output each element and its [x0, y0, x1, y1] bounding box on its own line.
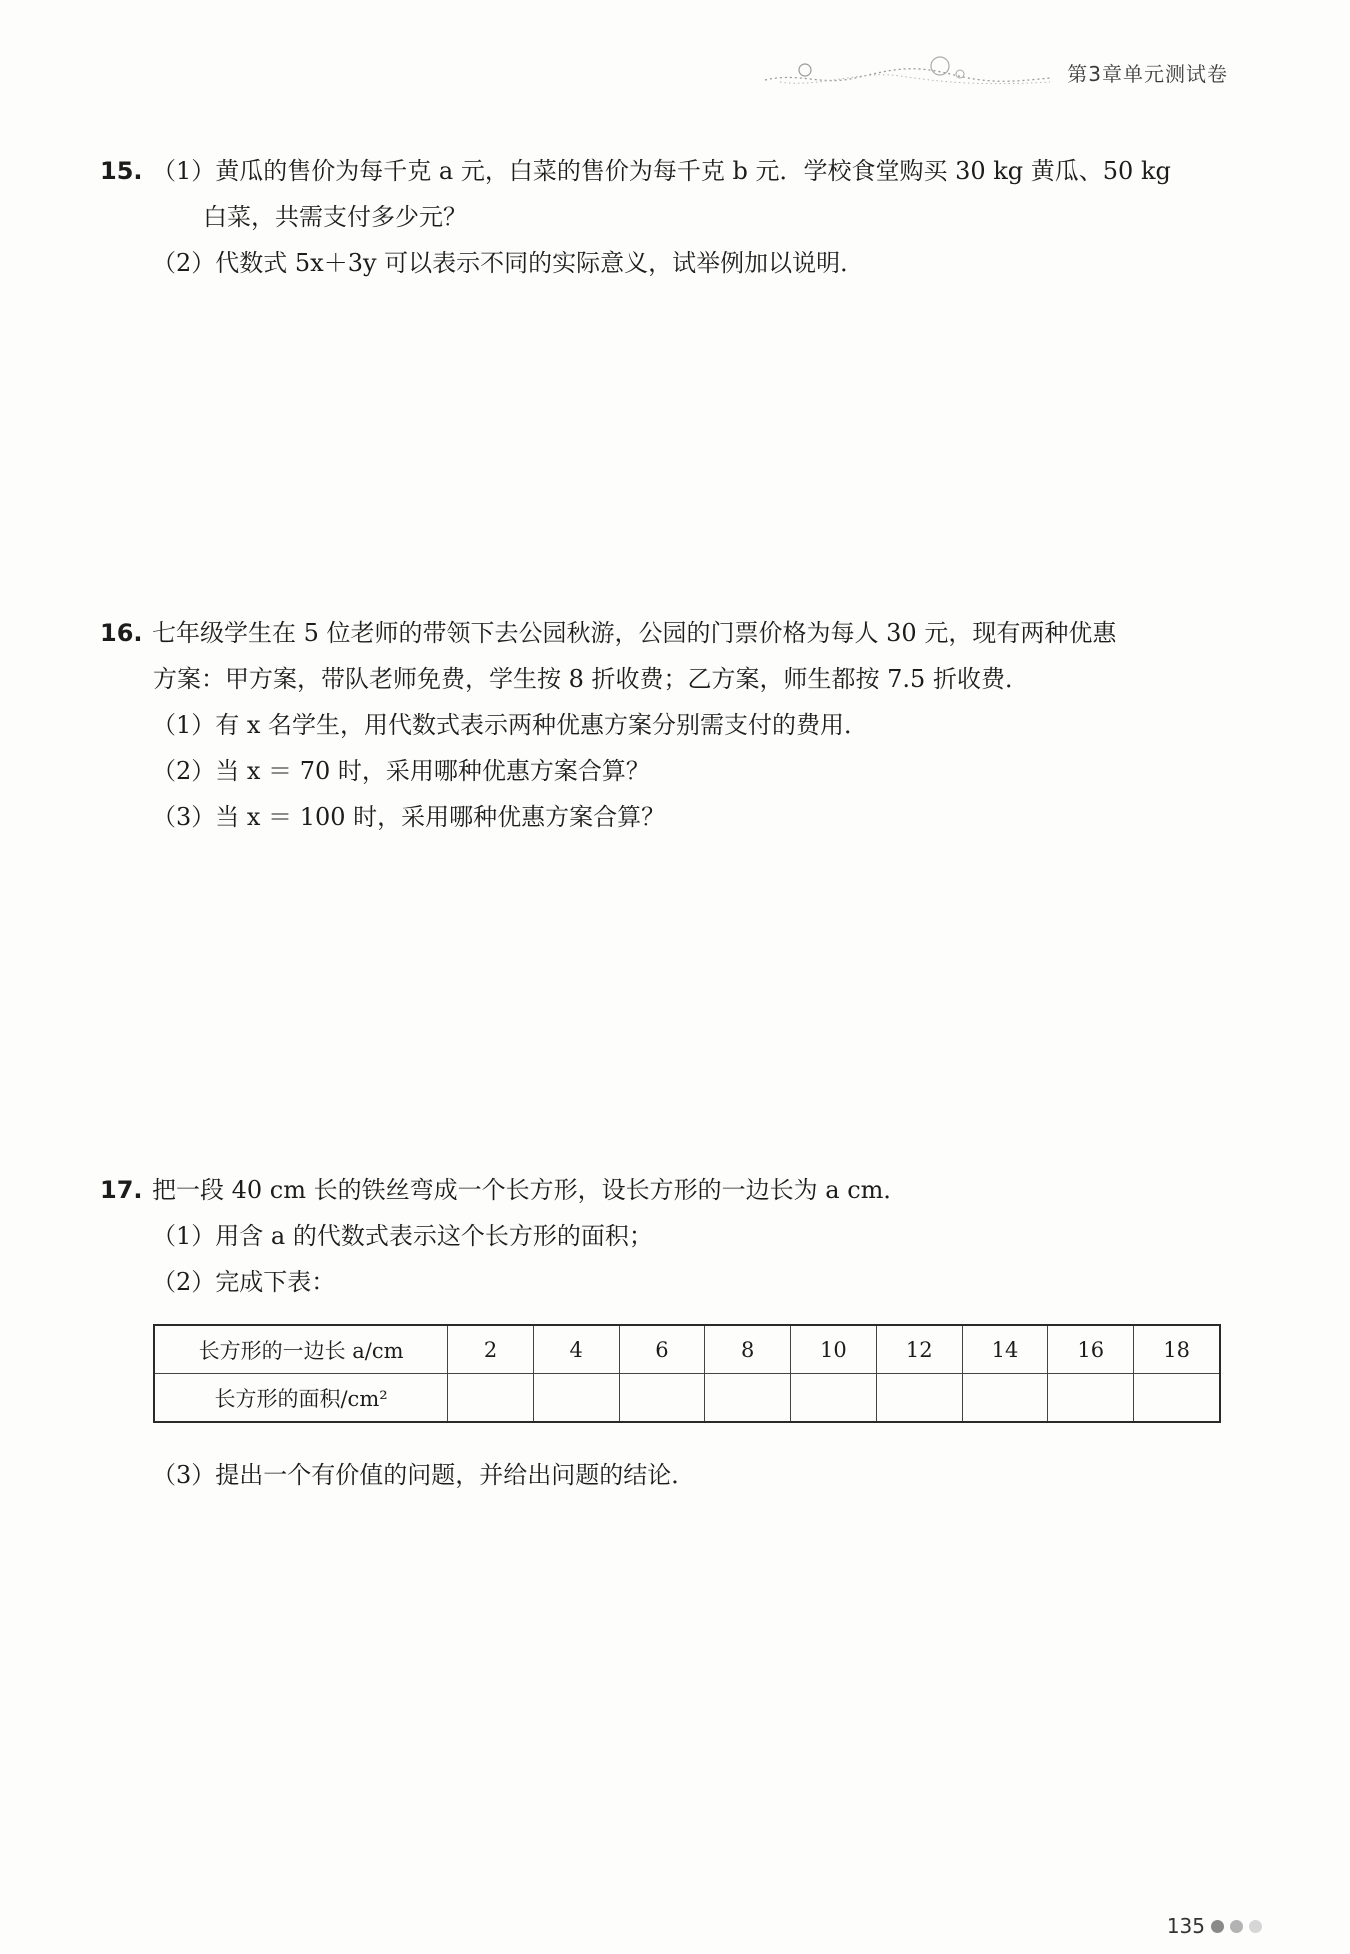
answer-cell[interactable] [705, 1374, 791, 1423]
problem-number: 17. [100, 1176, 143, 1204]
table-cell: 4 [533, 1325, 619, 1374]
problem-16-line-4: （2）当 x ＝ 70 时，采用哪种优惠方案合算？ [152, 757, 650, 785]
table-cell: 16 [1048, 1325, 1134, 1374]
problem-17-line-2: （1）用含 a 的代数式表示这个长方形的面积； [152, 1222, 653, 1250]
dot-icon [1230, 1920, 1243, 1933]
answer-cell[interactable] [448, 1374, 534, 1423]
table-row-area [154, 1374, 1220, 1423]
table-cell: 2 [448, 1325, 534, 1374]
problem-16 [100, 610, 1230, 840]
problem-16-line-3: （1）有 x 名学生，用代数式表示两种优惠方案分别需支付的费用． [152, 711, 869, 739]
problem-15-line-2: 白菜，共需支付多少元？ [203, 203, 467, 231]
page-number-text: 135 [1166, 1914, 1205, 1938]
problem-15-line-1 [100, 148, 1230, 194]
header-decoration [760, 52, 1060, 92]
problem-17-line-1 [100, 1167, 1230, 1213]
problem-15-line-3: （2）代数式 5x＋3y 可以表示不同的实际意义，试举例加以说明． [152, 249, 865, 277]
page-number [1167, 1914, 1262, 1938]
table-cell: 8 [705, 1325, 791, 1374]
problem-17-line-3: （2）完成下表： [152, 1268, 336, 1296]
dot-icon [1249, 1920, 1262, 1933]
problem-17-part-3 [100, 1452, 1230, 1498]
problem-number: 16. [100, 619, 143, 647]
table-cell: 14 [962, 1325, 1048, 1374]
answer-cell[interactable] [876, 1374, 962, 1423]
answer-cell[interactable] [619, 1374, 705, 1423]
problem-16-line-2: 方案：甲方案，带队老师免费，学生按 8 折收费；乙方案，师生都按 7.5 折收费． [153, 665, 1029, 693]
table-row-side-length [154, 1325, 1220, 1374]
dot-icon [1211, 1920, 1224, 1933]
table-row-header: 长方形的一边长 a/cm [154, 1325, 448, 1374]
problem-text: 七年级学生在 5 位老师的带领下去公园秋游，公园的门票价格为每人 30 元，现有两种优惠 [152, 619, 1117, 647]
problem-16-line-5: （3）当 x ＝ 100 时，采用哪种优惠方案合算？ [152, 803, 666, 831]
answer-cell[interactable] [1134, 1374, 1220, 1423]
problem-text: 把一段 40 cm 长的铁丝弯成一个长方形，设长方形的一边长为 a cm． [152, 1176, 908, 1204]
table-cell: 12 [876, 1325, 962, 1374]
answer-cell[interactable] [1048, 1374, 1134, 1423]
problem-text: （1）黄瓜的售价为每千克 a 元，白菜的售价为每千克 b 元．学校食堂购买 30 kg 黄瓜、50 kg [152, 157, 1171, 185]
chapter-title: 第3章单元测试卷 [1067, 62, 1228, 86]
answer-table [153, 1324, 1221, 1423]
answer-cell[interactable] [533, 1374, 619, 1423]
table-cell: 6 [619, 1325, 705, 1374]
problem-number: 15. [100, 157, 143, 185]
answer-cell[interactable] [791, 1374, 877, 1423]
table-cell: 10 [791, 1325, 877, 1374]
answer-cell[interactable] [962, 1374, 1048, 1423]
table-cell: 18 [1134, 1325, 1220, 1374]
problem-15 [100, 148, 1230, 286]
problem-17-line-4: （3）提出一个有价值的问题，并给出问题的结论． [152, 1461, 696, 1489]
table-row-header: 长方形的面积/cm² [154, 1374, 448, 1423]
problem-17 [100, 1167, 1230, 1305]
problem-16-line-1 [100, 610, 1230, 656]
